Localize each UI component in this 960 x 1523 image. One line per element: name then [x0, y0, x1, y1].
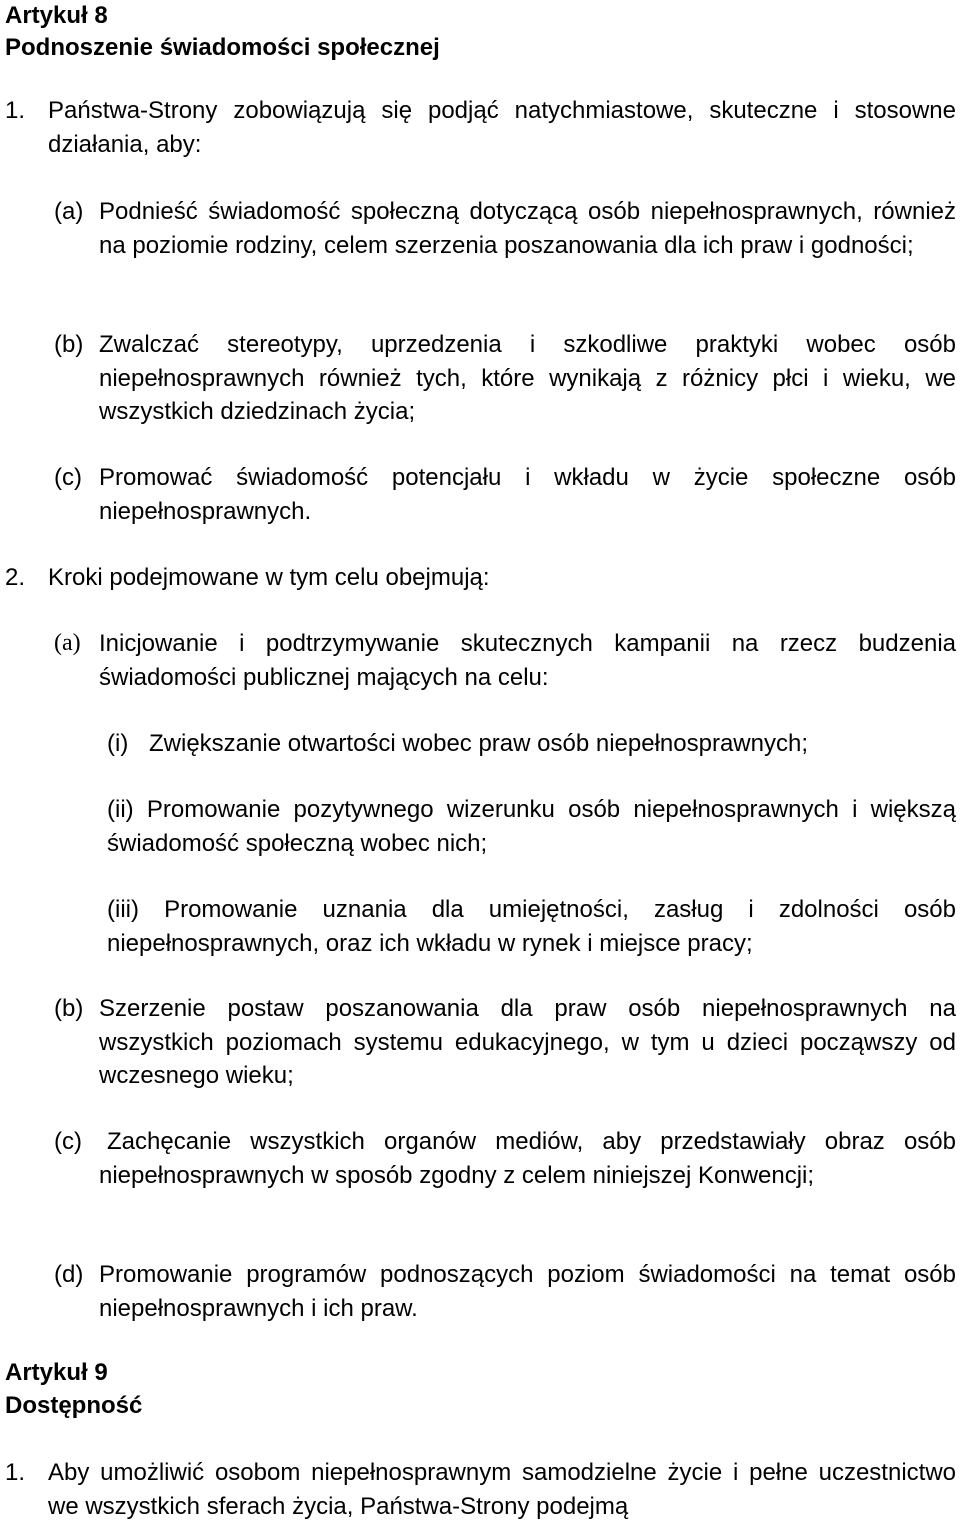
article-8-subitem-i	[107, 727, 956, 761]
paragraph-text: Państwa-Strony zobowiązują się podjąć natychmiastowe, skuteczne i stosowne działania, aby:	[48, 97, 956, 158]
subitem-text: Zwiększanie otwartości wobec praw osób niepełnosprawnych;	[149, 730, 808, 757]
article-8-title: Artykuł 8	[5, 2, 108, 29]
item-text: Podnieść świadomość społeczną dotyczącą osób niepełnosprawnych, również na poziomie rodziny, celem szerzenia poszanowania dla ich praw i godności;	[99, 198, 956, 259]
item-text: Szerzenie postaw poszanowania dla praw osób niepełnosprawnych na wszystkich poziomach systemu edukacyjnego, w tym u dzieci począwszy od wczesnego wieku;	[99, 995, 956, 1089]
paragraph-number: 1.	[5, 1459, 26, 1486]
article-8-p2-item-a	[54, 627, 956, 694]
paragraph-number: 2.	[5, 564, 26, 591]
article-8-subitem-iii	[107, 893, 956, 960]
item-text: Inicjowanie i podtrzymywanie skutecznych kampanii na rzecz budzenia świadomości publicznej mających na celu:	[99, 630, 956, 691]
article-9-paragraph-1	[5, 1456, 956, 1523]
subitem-body: Promowanie pozytywnego wizerunku osób niepełnosprawnych i większą świadomość społeczną wobec nich;	[107, 796, 956, 857]
subitem-label: (iii)	[107, 896, 139, 923]
article-8-p2-item-b	[54, 992, 956, 1093]
subitem-body: Promowanie uznania dla umiejętności, zasług i zdolności osób niepełnosprawnych, oraz ich wkładu w rynek i miejsce pracy;	[107, 896, 956, 957]
item-label: (c)	[54, 1128, 82, 1155]
item-label: (a)	[54, 630, 81, 656]
article-9-title: Artykuł 9	[5, 1359, 108, 1386]
paragraph-text: Aby umożliwić osobom niepełnosprawnym samodzielne życie i pełne uczestnictwo we wszystkich sferach życia, Państwa-Strony podejmą	[48, 1459, 956, 1520]
item-label: (c)	[54, 464, 82, 491]
item-text: Promowanie programów podnoszących poziom świadomości na temat osób niepełnosprawnych i ich praw.	[99, 1261, 956, 1322]
item-text: Zwalczać stereotypy, uprzedzenia i szkodliwe praktyki wobec osób niepełnosprawnych również tych, które wynikają z różnicy płci i wieku, we wszystkich dziedzinach życia;	[99, 331, 956, 425]
subitem-text	[107, 793, 956, 860]
subitem-label: (i)	[107, 730, 129, 757]
paragraph-number: 1.	[5, 97, 26, 124]
item-label: (b)	[54, 995, 84, 1022]
article-8-item-b	[54, 328, 956, 429]
article-8-p2-item-d	[54, 1258, 956, 1325]
subitem-text	[107, 893, 956, 960]
article-9-subtitle: Dostępność	[5, 1392, 143, 1419]
article-8-paragraph-2	[5, 561, 956, 595]
item-label: (b)	[54, 331, 84, 358]
subitem-label: (ii)	[107, 796, 134, 823]
article-8-subtitle: Podnoszenie świadomości społecznej	[5, 34, 440, 61]
item-text: Promować świadomość potencjału i wkładu w życie społeczne osób niepełnosprawnych.	[99, 464, 956, 525]
article-8-paragraph-1	[5, 94, 956, 161]
item-label: (d)	[54, 1261, 84, 1288]
item-text: Zachęcanie wszystkich organów mediów, aby przedstawiały obraz osób niepełnosprawnych w sposób zgodny z celem niniejszej Konwencji;	[99, 1128, 956, 1189]
article-8-subitem-ii	[107, 793, 956, 860]
item-label: (a)	[54, 198, 84, 225]
article-8-p2-item-c	[54, 1125, 956, 1192]
article-8-item-a	[54, 195, 956, 262]
paragraph-text: Kroki podejmowane w tym celu obejmują:	[48, 564, 490, 591]
article-8-item-c	[54, 461, 956, 528]
